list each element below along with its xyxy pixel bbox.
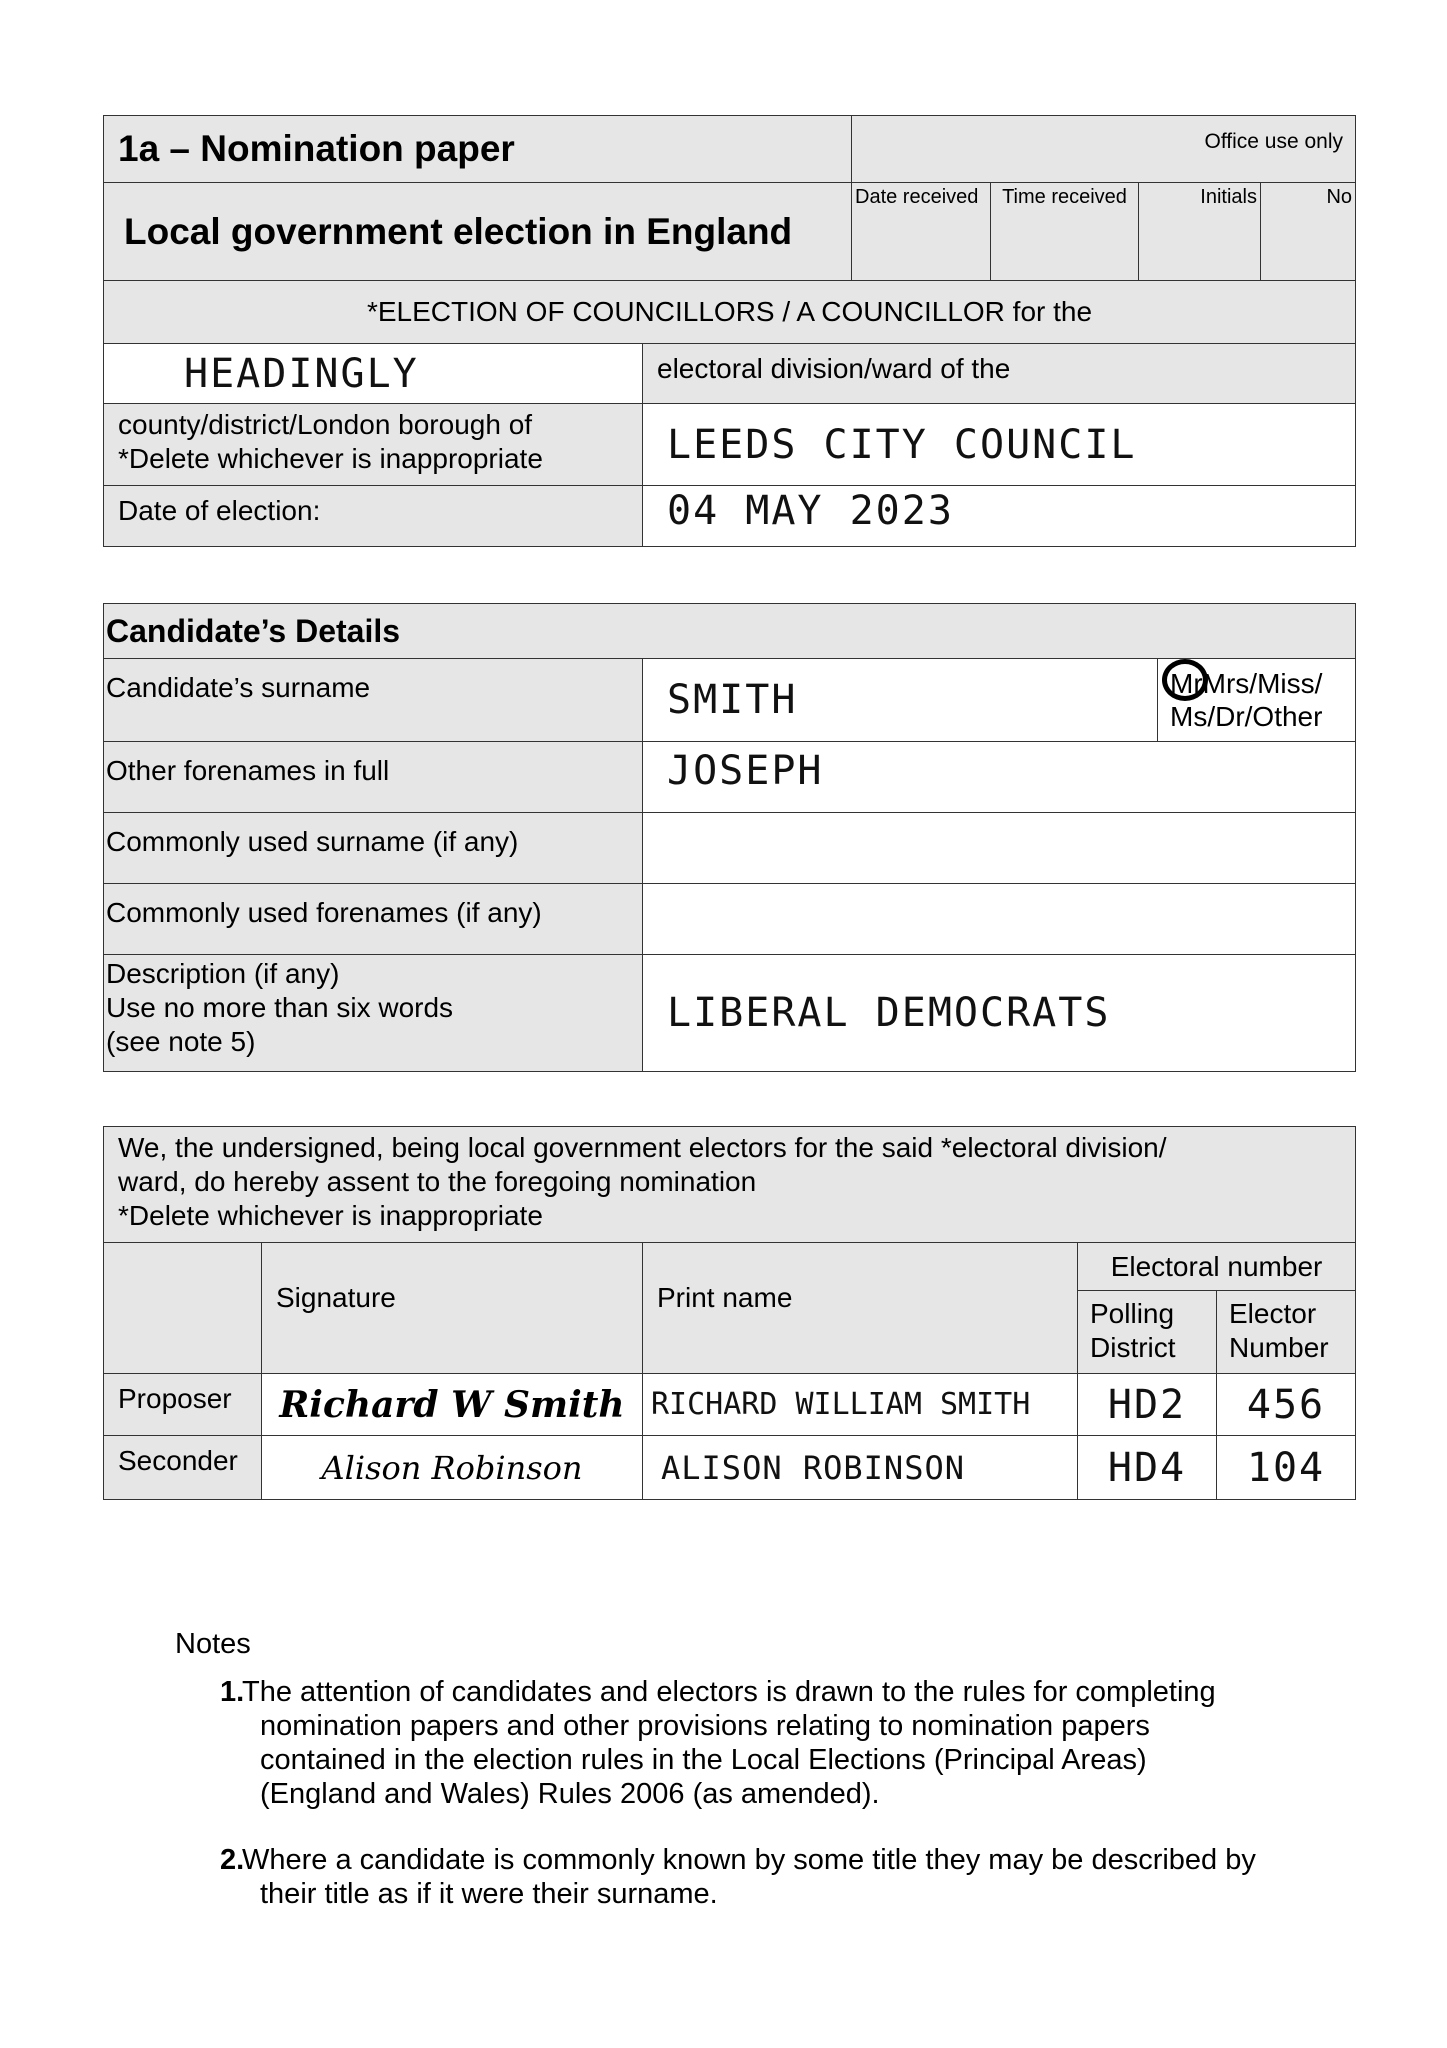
electoral-number-header: Electoral number	[1078, 1243, 1356, 1291]
notes-section	[175, 1627, 1315, 1911]
note-item	[220, 1843, 1315, 1911]
surname-label: Candidate’s surname	[104, 659, 643, 742]
date-received-box[interactable]	[852, 183, 991, 281]
role-header-blank	[104, 1243, 262, 1374]
council-label-line2: *Delete whichever is inappropriate	[118, 443, 543, 474]
council-label-line1: county/district/London borough of	[118, 409, 533, 440]
surname-field[interactable]: SMITH	[643, 659, 1158, 742]
note-line: nomination papers and other provisions relating to nomination papers	[260, 1710, 1150, 1742]
number-label: No	[1326, 186, 1353, 208]
assent-intro-line1: We, the undersigned, being local government electors for the said *electoral division/	[118, 1132, 1167, 1163]
seconder-label: Seconder	[104, 1436, 262, 1500]
time-received-label: Time received	[1002, 186, 1127, 208]
title-rest-line2[interactable]: Ms/Dr/Other	[1170, 701, 1323, 732]
election-table	[103, 280, 1356, 547]
note-item	[220, 1675, 1315, 1811]
mr-selection-circle	[1162, 659, 1208, 701]
seconder-elector-number[interactable]: 104	[1217, 1436, 1356, 1500]
description-field[interactable]: LIBERAL DEMOCRATS	[643, 955, 1356, 1072]
assent-intro-line2: ward, do hereby assent to the foregoing nomination	[118, 1166, 757, 1197]
header-table	[103, 115, 1356, 281]
title-mr[interactable]: Mr	[1170, 668, 1203, 699]
description-label	[104, 955, 643, 1072]
notes-heading: Notes	[175, 1628, 251, 1660]
proposer-elector-number[interactable]: 456	[1217, 1374, 1356, 1436]
description-label-line2: Use no more than six words	[106, 992, 454, 1023]
forenames-field[interactable]: JOSEPH	[643, 742, 1356, 813]
proposer-signature[interactable]: Richard W Smith	[262, 1374, 643, 1436]
date-label: Date of election:	[104, 486, 643, 547]
common-surname-label: Commonly used surname (if any)	[104, 813, 643, 884]
note-line: Where a candidate is commonly known by some title they may be described by	[242, 1844, 1256, 1876]
title-rest-line1[interactable]: Mrs/Miss/	[1202, 668, 1323, 699]
note-number: 2.	[220, 1844, 245, 1876]
elector-number-header	[1217, 1291, 1356, 1374]
description-label-line1: Description (if any)	[106, 958, 340, 989]
polling-header-line2: District	[1090, 1332, 1176, 1363]
candidate-table	[103, 603, 1356, 1072]
assent-intro	[104, 1127, 1356, 1243]
polling-header-line1: Polling	[1090, 1298, 1175, 1329]
council-field[interactable]: LEEDS CITY COUNCIL	[643, 404, 1356, 486]
common-forenames-field[interactable]	[643, 884, 1356, 955]
print-name-header: Print name	[643, 1243, 1078, 1374]
forenames-label: Other forenames in full	[104, 742, 643, 813]
note-line: their title as if it were their surname.	[260, 1878, 718, 1910]
seconder-polling-district[interactable]: HD4	[1078, 1436, 1217, 1500]
form-title: 1a – Nomination paper	[104, 116, 852, 183]
elector-header-line2: Number	[1229, 1332, 1329, 1363]
council-label	[104, 404, 643, 486]
date-received-label: Date received	[855, 186, 979, 208]
note-line: (England and Wales) Rules 2006 (as amended).	[260, 1778, 880, 1810]
seconder-print-name[interactable]: ALISON ROBINSON	[643, 1436, 1078, 1500]
ward-label: electoral division/ward of the	[643, 344, 1356, 404]
time-received-box[interactable]	[991, 183, 1139, 281]
title-options[interactable]	[1158, 659, 1356, 742]
assent-table	[103, 1126, 1356, 1500]
election-heading: *ELECTION OF COUNCILLORS / A COUNCILLOR for the	[104, 281, 1356, 344]
signature-header: Signature	[262, 1243, 643, 1374]
proposer-print-name[interactable]: RICHARD WILLIAM SMITH	[643, 1374, 1078, 1436]
initials-label: Initials	[1200, 186, 1257, 208]
elector-header-line1: Elector	[1229, 1298, 1317, 1329]
description-label-line3: (see note 5)	[106, 1026, 256, 1057]
ward-field[interactable]: HEADINGLY	[104, 344, 643, 404]
polling-district-header	[1078, 1291, 1217, 1374]
assent-intro-line3: *Delete whichever is inappropriate	[118, 1200, 543, 1231]
form-subtitle: Local government election in England	[104, 183, 852, 281]
note-number: 1.	[220, 1676, 245, 1708]
note-line: contained in the election rules in the Local Elections (Principal Areas)	[260, 1744, 1147, 1776]
proposer-label: Proposer	[104, 1374, 262, 1436]
initials-box[interactable]	[1139, 183, 1261, 281]
office-use-label: Office use only	[852, 116, 1356, 183]
note-line: The attention of candidates and electors is drawn to the rules for completing	[242, 1676, 1216, 1708]
proposer-row	[104, 1374, 1356, 1436]
seconder-signature[interactable]: Alison Robinson	[262, 1436, 643, 1500]
seconder-row	[104, 1436, 1356, 1500]
candidate-heading: Candidate’s Details	[104, 604, 1356, 659]
date-field[interactable]: 04 MAY 2023	[643, 486, 1356, 547]
common-surname-field[interactable]	[643, 813, 1356, 884]
number-box[interactable]	[1261, 183, 1356, 281]
common-forenames-label: Commonly used forenames (if any)	[104, 884, 643, 955]
proposer-polling-district[interactable]: HD2	[1078, 1374, 1217, 1436]
